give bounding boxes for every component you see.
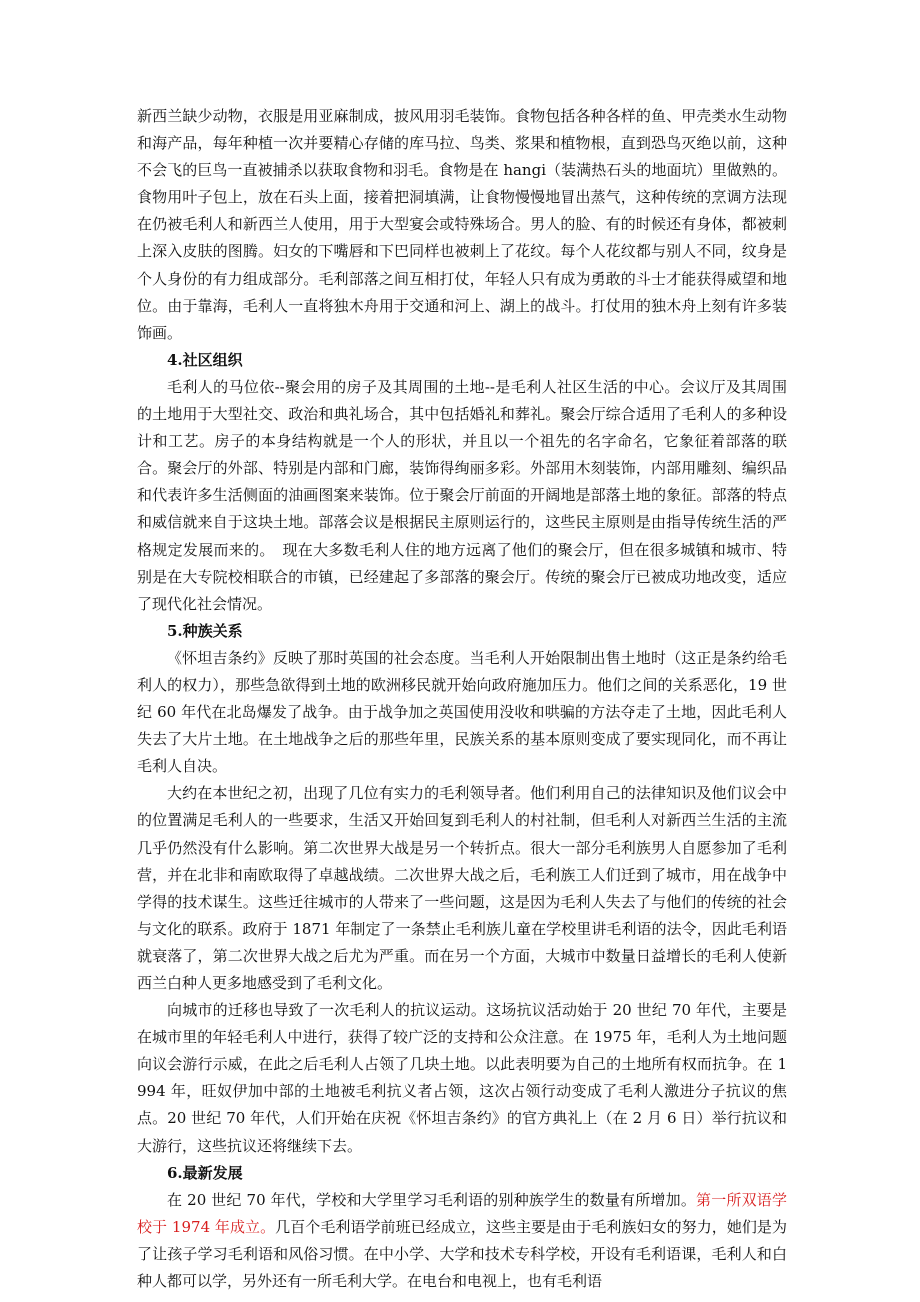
- recent-developments-text-b: 几百个毛利语学前班已经成立，这些主要是由于毛利族妇女的努力，她们是为了让孩子学习毛利语和风俗习惯。在中小学、大学和技术专科学校，开设有毛利语课，毛利人和白种人都可以学，另外还有一所毛利大学。在电台和电视上，也有毛利语: [137, 1217, 787, 1291]
- paragraph-maori-leaders: 大约在本世纪之初，出现了几位有实力的毛利领导者。他们利用自己的法律知识及他们议会中的位置满足毛利人的一些要求，生活又开始回复到毛利人的村社制，但毛利人对新西兰生活的主流几乎仍然没有什么影响。第二次世界大战是另一个转折点。很大一部分毛利族男人自愿参加了毛利营，并在北非和南欧取得了卓越战绩。二次世界大战之后，毛利族工人们迁到了城市，用在战争中学得的技术谋生。这些迁往城市的人带来了一些问题，这是因为毛利人失去了与他们的传统的社会与文化的联系。政府于 1871 年制定了一条禁止毛利族儿童在学校里讲毛利语的法令，因此毛利语就衰落了，第二次世界大战之后尤为严重。而在另一个方面，大城市中数量日益增长的毛利人使新西兰白种人更多地感受到了毛利文化。: [137, 784, 787, 992]
- paragraph-protest-movement: 向城市的迁移也导致了一次毛利人的抗议运动。这场抗议活动始于 20 世纪 70 年代，主要是在城市里的年轻毛利人中进行，获得了较广泛的支持和公众注意。在 1975 年，毛利人为土地问题向议会游行示威，在此之后毛利人占领了几块土地。以此表明要为自己的土地所有权而抗争。在 1994 年，旺奴伊加中部的土地被毛利抗义者占领，这次占领行动变成了毛利人激进分子抗议的焦点。20 世纪 70 年代，人们开始在庆祝《怀坦吉条约》的官方典礼上（在 2 月 6 日）举行抗议和大游行，这些抗议还将继续下去。: [137, 1001, 788, 1155]
- highlighted-bilingual-school-text: 第一所双语学校于 1974 年成立。: [137, 1190, 787, 1236]
- paragraph-treaty-of-waitangi: 《怀坦吉条约》反映了那时英国的社会态度。当毛利人开始限制出售土地时（这正是条约给毛利人的权力），那些急欲得到土地的欧洲移民就开始向政府施加压力。他们之间的关系恶化，19 世纪 60 年代在北岛爆发了战争。由于战争加之英国使用没收和哄骗的方法夺走了土地，因此毛利人失去了大片土地。在土地战争之后的那些年里，民族关系的基本原则变成了要实现同化，而不再让毛利人自决。: [137, 648, 787, 776]
- paragraph-food-and-customs: 新西兰缺少动物，衣服是用亚麻制成，披风用羽毛装饰。食物包括各种各样的鱼、甲壳类水生动物和海产品，每年种植一次并要精心存储的库马拉、鸟类、浆果和植物根，直到恐鸟灭绝以前，这种不会飞的巨鸟一直被捕杀以获取食物和羽毛。食物是在 hangi（装满热石头的地面坑）里做熟的。食物用叶子包上，放在石头上面，接着把洞填满，让食物慢慢地冒出蒸气，这种传统的烹调方法现在仍被毛利人和新西兰人使用，用于大型宴会或特殊场合。男人的脸、有的时候还有身体，都被刺上深入皮肤的图腾。妇女的下嘴唇和下巴同样也被刺上了花纹。每个人花纹都与别人不同，纹身是个人身份的有力组成部分。毛利部落之间互相打仗，年轻人只有成为勇敢的斗士才能获得威望和地位。由于靠海，毛利人一直将独木舟用于交通和河上、湖上的战斗。打仗用的独木舟上刻有许多装饰画。: [137, 107, 787, 342]
- section-heading-recent-developments: 6.最新发展: [167, 1163, 243, 1182]
- document-page: [137, 103, 787, 1295]
- paragraph-recent-developments: [137, 1187, 787, 1295]
- recent-developments-text-a: 在 20 世纪 70 年代，学校和大学里学习毛利语的别种族学生的数量有所增加。: [167, 1190, 697, 1209]
- paragraph-community-organization: 毛利人的马位依--聚会用的房子及其周围的土地--是毛利人社区生活的中心。会议厅及其周围的土地用于大型社交、政治和典礼场合，其中包括婚礼和葬礼。聚会厅综合适用了毛利人的多种设计和工艺。房子的本身结构就是一个人的形状，并且以一个祖先的名字命名，它象征着部落的联合。聚会厅的外部、特别是内部和门廊，装饰得绚丽多彩。外部用木刻装饰，内部用雕刻、编织品和代表许多生活侧面的油画图案来装饰。位于聚会厅前面的开阔地是部落土地的象征。部落的特点和威信就来自于这块土地。部落会议是根据民主原则运行的，这些民主原则是由指导传统生活的严格规定发展而来的。 现在大多数毛利人住的地方远离了他们的聚会厅，但在很多城镇和城市、特别是在大专院校相联合的市镇，已经建起了多部落的聚会厅。传统的聚会厅已被成功地改变，适应了现代化社会情况。: [137, 377, 787, 613]
- section-heading-community: 4.社区组织: [167, 350, 243, 369]
- section-heading-race-relations: 5.种族关系: [167, 621, 243, 640]
